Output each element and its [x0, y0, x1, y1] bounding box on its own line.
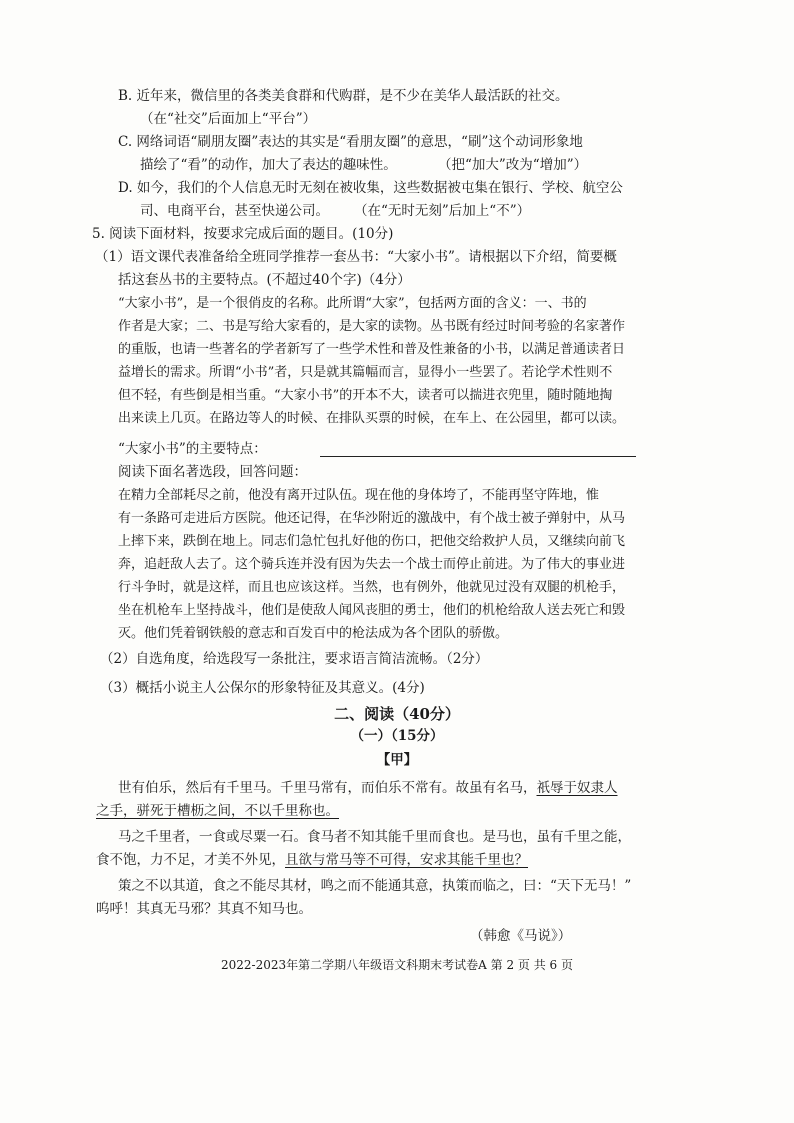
classical-p1-line2: 之手，骈死于槽枥之间，不以千里称也。 — [96, 803, 339, 819]
q5-title: 5. 阅读下面材料，按要求完成后面的题目。(10分) — [92, 226, 394, 242]
underlined-segment: 祇辱于奴隶人 — [536, 780, 618, 796]
passage-line: 上摔下来，跌倒在地上。同志们急忙包扎好他的伤口，把他交给救护人员，又继续向前飞 — [118, 534, 626, 549]
option-c-line1: C. 网络词语“刷朋友圈”表达的其实是“看朋友圈”的意思，“刷”这个动词形象地 — [118, 134, 583, 150]
q5-sub2: （2）自选角度，给选段写一条批注，要求语言简洁流畅。（2分） — [100, 651, 489, 667]
passage-line: 行斗争时，就是这样，而且也应该这样。当然，也有例外，他就见过没有双腿的机枪手， — [118, 580, 626, 595]
page-footer: 2022-2023年第二学期八年级语文科期末考试卷A 第 2 页 共 6 页 — [221, 958, 573, 972]
passage-line: 有一条路可走进后方医院。他还记得，在华沙附近的激战中，有个战士被子弹射中，从马 — [118, 511, 626, 526]
q5-sub1-line2: 括这套丛书的主要特点。(不超过40个字)（4分） — [118, 272, 411, 288]
classical-p3-line1: 策之不以其道，食之不能尽其材，鸣之而不能通其意，执策而临之，曰：“天下无马！” — [118, 878, 632, 894]
option-d-line2: 司、电商平台，甚至快递公司。 — [140, 203, 329, 219]
text-segment: 世有伯乐，然后有千里马。千里马常有，而伯乐不常有。故虽有名马， — [118, 780, 537, 796]
material-line: 益增长的需求。所谓“小书”者，只是就其篇幅而言，显得小一些罢了。若论学术性则不 — [118, 365, 613, 380]
classical-p1-line1 — [118, 777, 618, 799]
read-prompt: 阅读下面名著选段，回答问题： — [118, 464, 307, 480]
section-heading: 二、阅读（40分） — [334, 705, 460, 723]
underlined-segment: 且欲与常马等不可得，安求其能千里也？ — [285, 852, 528, 868]
answer-label: “大家小书”的主要特点： — [118, 441, 267, 457]
jia-label: 【甲】 — [376, 752, 418, 768]
option-d-line1: D. 如今，我们的个人信息无时无刻在被收集，这些数据被屯集在银行、学校、航空公 — [118, 180, 623, 196]
classical-p3-line2: 呜呼！其真无马邪？其真不知马也。 — [96, 901, 312, 917]
passage-line: 灭。他们凭着钢铁般的意志和百发百中的枪法成为各个团队的骄傲。 — [118, 626, 509, 641]
answer-blank-line[interactable] — [320, 456, 636, 457]
material-line: “大家小书”，是一个很俏皮的名称。此所谓“大家”，包括两方面的含义：一、书的 — [118, 296, 587, 311]
option-b: B. 近年来，微信里的各类美食群和代购群，是不少在美华人最活跃的社交。 — [118, 88, 569, 104]
option-c-correction: （把“加大”改为“增加”） — [438, 157, 588, 173]
option-b-correction: （在“社交”后面加上“平台”） — [140, 111, 317, 127]
material-line: 作者是大家；二、书是写给大家看的，是大家的读物。丛书既有经过时间考验的名家著作 — [118, 319, 626, 334]
text-segment: 食不饱，力不足，才美不外见， — [96, 852, 285, 868]
material-line: 但不轻，有些倒是相当重。“大家小书”的开本不大，读者可以揣进衣兜里，随时随地掏 — [118, 388, 613, 403]
q5-sub3: （3）概括小说主人公保尔的形象特征及其意义。(4分) — [100, 680, 425, 696]
source-citation: （韩愈《马说》） — [470, 928, 572, 944]
option-c-line2: 描绘了“看”的动作，加大了表达的趣味性。 — [140, 157, 397, 173]
option-d-correction: （在“无时无刻”后加上“不”） — [354, 203, 531, 219]
classical-p2-line2 — [96, 849, 528, 871]
passage-line: 坐在机枪车上坚持战斗，他们是使敌人闻风丧胆的勇士，他们的机枪给敌人送去死亡和毁 — [118, 603, 626, 618]
passage-line: 奔，追赶敌人去了。这个骑兵连并没有因为失去一个战士而停止前进。为了伟大的事业进 — [118, 557, 626, 572]
material-line: 的重版，也请一些著名的学者新写了一些学术性和普及性兼备的小书，以满足普通读者日 — [118, 342, 626, 357]
q5-sub1-line1: （1）语文课代表准备给全班同学推荐一套丛书：“大家小书”。请根据以下介绍，简要概 — [95, 249, 617, 265]
part-heading: （一）（15分） — [350, 728, 444, 744]
passage-line: 在精力全部耗尽之前，他没有离开过队伍。现在他的身体垮了，不能再坚守阵地，惟 — [118, 488, 600, 503]
material-line: 出来读上几页。在路边等人的时候、在排队买票的时候，在车上、在公园里，都可以读。 — [118, 411, 626, 426]
classical-p2-line1: 马之千里者，一食或尽粟一石。食马者不知其能千里而食也。是马也，虽有千里之能， — [118, 829, 631, 845]
